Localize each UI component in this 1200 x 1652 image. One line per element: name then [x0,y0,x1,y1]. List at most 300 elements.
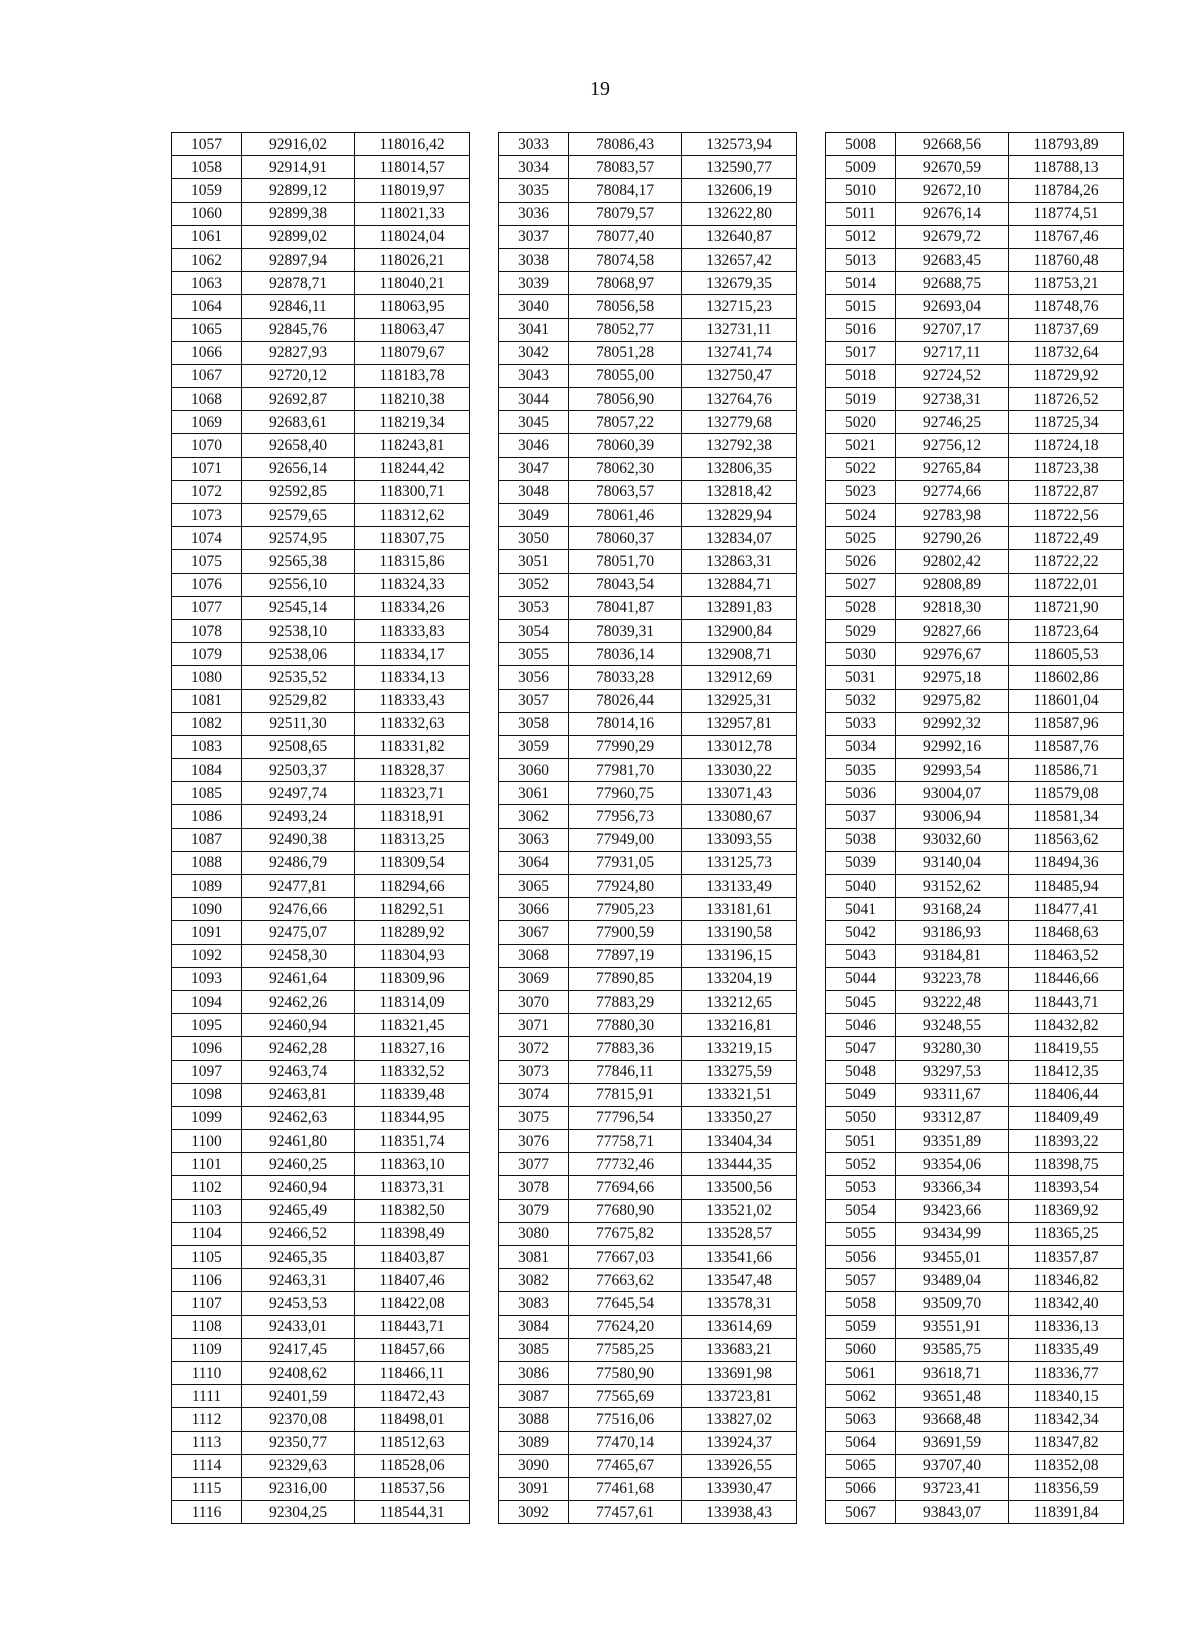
y-coordinate-cell: 118477,41 [1009,898,1124,921]
column-gap [797,341,826,364]
point-id-cell: 3064 [499,851,569,874]
point-id-cell: 5024 [826,504,896,527]
x-coordinate-cell: 92672,10 [896,179,1009,202]
point-id-cell: 5028 [826,596,896,619]
x-coordinate-cell: 93489,04 [896,1269,1009,1292]
point-id-cell: 3089 [499,1431,569,1454]
y-coordinate-cell: 118333,43 [355,689,470,712]
x-coordinate-cell: 78033,28 [569,666,682,689]
table-row [172,341,1124,364]
point-id-cell: 5040 [826,875,896,898]
x-coordinate-cell: 78051,70 [569,550,682,573]
column-gap [470,1153,499,1176]
x-coordinate-cell: 77846,11 [569,1060,682,1083]
y-coordinate-cell: 118485,94 [1009,875,1124,898]
point-id-cell: 3090 [499,1454,569,1477]
point-id-cell: 1106 [172,1269,242,1292]
point-id-cell: 3063 [499,828,569,851]
y-coordinate-cell: 118309,96 [355,967,470,990]
column-gap [470,1385,499,1408]
y-coordinate-cell: 118753,21 [1009,272,1124,295]
x-coordinate-cell: 78083,57 [569,156,682,179]
coordinates-table-body [172,133,1124,1524]
y-coordinate-cell: 118722,49 [1009,527,1124,550]
y-coordinate-cell: 118432,82 [1009,1014,1124,1037]
point-id-cell: 5063 [826,1408,896,1431]
point-id-cell: 5052 [826,1153,896,1176]
table-row [172,225,1124,248]
x-coordinate-cell: 92899,38 [242,202,355,225]
x-coordinate-cell: 78043,54 [569,573,682,596]
column-gap [797,1222,826,1245]
y-coordinate-cell: 118784,26 [1009,179,1124,202]
y-coordinate-cell: 118307,75 [355,527,470,550]
x-coordinate-cell: 77694,66 [569,1176,682,1199]
point-id-cell: 1103 [172,1199,242,1222]
column-gap [797,156,826,179]
point-id-cell: 1113 [172,1431,242,1454]
y-coordinate-cell: 118289,92 [355,921,470,944]
x-coordinate-cell: 77883,36 [569,1037,682,1060]
y-coordinate-cell: 132792,38 [682,434,797,457]
x-coordinate-cell: 93423,66 [896,1199,1009,1222]
column-gap [797,272,826,295]
y-coordinate-cell: 118352,08 [1009,1454,1124,1477]
x-coordinate-cell: 93618,71 [896,1361,1009,1384]
y-coordinate-cell: 132900,84 [682,619,797,642]
column-gap [797,735,826,758]
y-coordinate-cell: 118324,33 [355,573,470,596]
y-coordinate-cell: 118210,38 [355,388,470,411]
y-coordinate-cell: 133212,65 [682,990,797,1013]
y-coordinate-cell: 118315,86 [355,550,470,573]
column-gap [797,1477,826,1500]
table-row [172,921,1124,944]
point-id-cell: 5044 [826,967,896,990]
table-row [172,1176,1124,1199]
point-id-cell: 5012 [826,225,896,248]
table-row [172,898,1124,921]
x-coordinate-cell: 92668,56 [896,133,1009,156]
point-id-cell: 3067 [499,921,569,944]
point-id-cell: 3084 [499,1315,569,1338]
table-row [172,1269,1124,1292]
x-coordinate-cell: 77981,70 [569,759,682,782]
column-gap [797,1385,826,1408]
point-id-cell: 3040 [499,295,569,318]
point-id-cell: 3052 [499,573,569,596]
column-gap [470,782,499,805]
y-coordinate-cell: 133321,51 [682,1083,797,1106]
x-coordinate-cell: 77565,69 [569,1385,682,1408]
x-coordinate-cell: 77905,23 [569,898,682,921]
point-id-cell: 3048 [499,480,569,503]
point-id-cell: 1098 [172,1083,242,1106]
column-gap [470,388,499,411]
point-id-cell: 5055 [826,1222,896,1245]
x-coordinate-cell: 92656,14 [242,457,355,480]
y-coordinate-cell: 118729,92 [1009,364,1124,387]
y-coordinate-cell: 118063,95 [355,295,470,318]
point-id-cell: 5065 [826,1454,896,1477]
point-id-cell: 5053 [826,1176,896,1199]
x-coordinate-cell: 78057,22 [569,411,682,434]
column-gap [797,1153,826,1176]
table-row [172,156,1124,179]
point-id-cell: 5029 [826,619,896,642]
x-coordinate-cell: 92461,64 [242,967,355,990]
y-coordinate-cell: 118026,21 [355,248,470,271]
x-coordinate-cell: 78077,40 [569,225,682,248]
y-coordinate-cell: 133444,35 [682,1153,797,1176]
column-gap [470,712,499,735]
y-coordinate-cell: 118457,66 [355,1338,470,1361]
y-coordinate-cell: 132640,87 [682,225,797,248]
column-gap [470,411,499,434]
x-coordinate-cell: 93312,87 [896,1106,1009,1129]
x-coordinate-cell: 92899,02 [242,225,355,248]
y-coordinate-cell: 118347,82 [1009,1431,1124,1454]
table-row [172,1338,1124,1361]
point-id-cell: 1088 [172,851,242,874]
point-id-cell: 5049 [826,1083,896,1106]
point-id-cell: 3035 [499,179,569,202]
column-gap [797,248,826,271]
x-coordinate-cell: 92529,82 [242,689,355,712]
y-coordinate-cell: 118498,01 [355,1408,470,1431]
x-coordinate-cell: 77516,06 [569,1408,682,1431]
table-row [172,944,1124,967]
column-gap [470,225,499,248]
x-coordinate-cell: 77663,62 [569,1269,682,1292]
y-coordinate-cell: 118016,42 [355,133,470,156]
point-id-cell: 1101 [172,1153,242,1176]
x-coordinate-cell: 78041,87 [569,596,682,619]
y-coordinate-cell: 118403,87 [355,1246,470,1269]
y-coordinate-cell: 118024,04 [355,225,470,248]
y-coordinate-cell: 118446,66 [1009,967,1124,990]
point-id-cell: 5014 [826,272,896,295]
y-coordinate-cell: 118605,53 [1009,643,1124,666]
x-coordinate-cell: 92490,38 [242,828,355,851]
table-row [172,550,1124,573]
x-coordinate-cell: 93222,48 [896,990,1009,1013]
column-gap [470,1083,499,1106]
column-gap [797,411,826,434]
y-coordinate-cell: 118356,59 [1009,1477,1124,1500]
y-coordinate-cell: 118412,35 [1009,1060,1124,1083]
y-coordinate-cell: 133924,37 [682,1431,797,1454]
y-coordinate-cell: 118544,31 [355,1501,470,1524]
x-coordinate-cell: 93311,67 [896,1083,1009,1106]
x-coordinate-cell: 92992,16 [896,735,1009,758]
point-id-cell: 5026 [826,550,896,573]
y-coordinate-cell: 118419,55 [1009,1037,1124,1060]
x-coordinate-cell: 92676,14 [896,202,1009,225]
y-coordinate-cell: 118579,08 [1009,782,1124,805]
point-id-cell: 3060 [499,759,569,782]
x-coordinate-cell: 93691,59 [896,1431,1009,1454]
x-coordinate-cell: 78052,77 [569,318,682,341]
table-row [172,1037,1124,1060]
x-coordinate-cell: 93668,48 [896,1408,1009,1431]
y-coordinate-cell: 118724,18 [1009,434,1124,457]
point-id-cell: 1063 [172,272,242,295]
point-id-cell: 1084 [172,759,242,782]
x-coordinate-cell: 92802,42 [896,550,1009,573]
y-coordinate-cell: 118581,34 [1009,805,1124,828]
y-coordinate-cell: 133500,56 [682,1176,797,1199]
point-id-cell: 3055 [499,643,569,666]
x-coordinate-cell: 92790,26 [896,527,1009,550]
point-id-cell: 5017 [826,341,896,364]
column-gap [797,202,826,225]
y-coordinate-cell: 118346,82 [1009,1269,1124,1292]
column-gap [470,1431,499,1454]
point-id-cell: 3091 [499,1477,569,1500]
x-coordinate-cell: 78062,30 [569,457,682,480]
point-id-cell: 3047 [499,457,569,480]
x-coordinate-cell: 77758,71 [569,1130,682,1153]
x-coordinate-cell: 92688,75 [896,272,1009,295]
x-coordinate-cell: 92693,04 [896,295,1009,318]
column-gap [797,712,826,735]
point-id-cell: 1099 [172,1106,242,1129]
column-gap [797,364,826,387]
point-id-cell: 1069 [172,411,242,434]
y-coordinate-cell: 118219,34 [355,411,470,434]
x-coordinate-cell: 92462,26 [242,990,355,1013]
point-id-cell: 3088 [499,1408,569,1431]
point-id-cell: 5037 [826,805,896,828]
table-row [172,689,1124,712]
x-coordinate-cell: 92683,45 [896,248,1009,271]
y-coordinate-cell: 118722,01 [1009,573,1124,596]
x-coordinate-cell: 77960,75 [569,782,682,805]
y-coordinate-cell: 133219,15 [682,1037,797,1060]
point-id-cell: 1087 [172,828,242,851]
x-coordinate-cell: 92316,00 [242,1477,355,1500]
y-coordinate-cell: 133541,66 [682,1246,797,1269]
point-id-cell: 1100 [172,1130,242,1153]
point-id-cell: 5033 [826,712,896,735]
column-gap [470,272,499,295]
y-coordinate-cell: 118328,37 [355,759,470,782]
x-coordinate-cell: 92465,49 [242,1199,355,1222]
x-coordinate-cell: 93006,94 [896,805,1009,828]
x-coordinate-cell: 92738,31 [896,388,1009,411]
y-coordinate-cell: 132731,11 [682,318,797,341]
y-coordinate-cell: 118369,92 [1009,1199,1124,1222]
x-coordinate-cell: 78056,90 [569,388,682,411]
point-id-cell: 1065 [172,318,242,341]
x-coordinate-cell: 78079,57 [569,202,682,225]
y-coordinate-cell: 133938,43 [682,1501,797,1524]
point-id-cell: 1079 [172,643,242,666]
column-gap [797,1014,826,1037]
point-id-cell: 3085 [499,1338,569,1361]
table-row [172,643,1124,666]
y-coordinate-cell: 118342,40 [1009,1292,1124,1315]
point-id-cell: 5034 [826,735,896,758]
column-gap [470,990,499,1013]
point-id-cell: 3068 [499,944,569,967]
column-gap [797,225,826,248]
point-id-cell: 1058 [172,156,242,179]
point-id-cell: 3054 [499,619,569,642]
x-coordinate-cell: 78086,43 [569,133,682,156]
column-gap [797,179,826,202]
page-number: 19 [590,78,610,100]
table-row [172,596,1124,619]
point-id-cell: 5050 [826,1106,896,1129]
point-id-cell: 3086 [499,1361,569,1384]
table-row [172,782,1124,805]
x-coordinate-cell: 92565,38 [242,550,355,573]
x-coordinate-cell: 92460,94 [242,1014,355,1037]
y-coordinate-cell: 118019,97 [355,179,470,202]
x-coordinate-cell: 92724,52 [896,364,1009,387]
column-gap [470,1338,499,1361]
column-gap [797,851,826,874]
y-coordinate-cell: 133350,27 [682,1106,797,1129]
point-id-cell: 3065 [499,875,569,898]
x-coordinate-cell: 92679,72 [896,225,1009,248]
column-gap [797,875,826,898]
x-coordinate-cell: 92417,45 [242,1338,355,1361]
y-coordinate-cell: 118774,51 [1009,202,1124,225]
x-coordinate-cell: 92556,10 [242,573,355,596]
x-coordinate-cell: 78084,17 [569,179,682,202]
x-coordinate-cell: 77880,30 [569,1014,682,1037]
table-row [172,1501,1124,1524]
column-gap [797,944,826,967]
column-gap [470,364,499,387]
x-coordinate-cell: 92976,67 [896,643,1009,666]
point-id-cell: 1108 [172,1315,242,1338]
y-coordinate-cell: 118793,89 [1009,133,1124,156]
point-id-cell: 1110 [172,1361,242,1384]
y-coordinate-cell: 118406,44 [1009,1083,1124,1106]
x-coordinate-cell: 78014,16 [569,712,682,735]
column-gap [470,202,499,225]
point-id-cell: 5062 [826,1385,896,1408]
x-coordinate-cell: 92717,11 [896,341,1009,364]
point-id-cell: 3058 [499,712,569,735]
y-coordinate-cell: 133691,98 [682,1361,797,1384]
x-coordinate-cell: 78055,00 [569,364,682,387]
y-coordinate-cell: 133404,34 [682,1130,797,1153]
column-gap [470,759,499,782]
y-coordinate-cell: 132806,35 [682,457,797,480]
table-row [172,388,1124,411]
y-coordinate-cell: 133093,55 [682,828,797,851]
point-id-cell: 5048 [826,1060,896,1083]
x-coordinate-cell: 92975,18 [896,666,1009,689]
y-coordinate-cell: 118332,52 [355,1060,470,1083]
point-id-cell: 5025 [826,527,896,550]
y-coordinate-cell: 118732,64 [1009,341,1124,364]
x-coordinate-cell: 92476,66 [242,898,355,921]
column-gap [470,1199,499,1222]
column-gap [470,480,499,503]
x-coordinate-cell: 77680,90 [569,1199,682,1222]
y-coordinate-cell: 118300,71 [355,480,470,503]
point-id-cell: 5016 [826,318,896,341]
x-coordinate-cell: 93280,30 [896,1037,1009,1060]
y-coordinate-cell: 132779,68 [682,411,797,434]
x-coordinate-cell: 92463,31 [242,1269,355,1292]
x-coordinate-cell: 78026,44 [569,689,682,712]
column-gap [470,1292,499,1315]
x-coordinate-cell: 92827,66 [896,619,1009,642]
x-coordinate-cell: 93351,89 [896,1130,1009,1153]
y-coordinate-cell: 118327,16 [355,1037,470,1060]
point-id-cell: 3046 [499,434,569,457]
point-id-cell: 5064 [826,1431,896,1454]
table-row [172,1454,1124,1477]
x-coordinate-cell: 93140,04 [896,851,1009,874]
table-row [172,434,1124,457]
point-id-cell: 1077 [172,596,242,619]
point-id-cell: 1067 [172,364,242,387]
x-coordinate-cell: 92818,30 [896,596,1009,619]
y-coordinate-cell: 118466,11 [355,1361,470,1384]
point-id-cell: 5031 [826,666,896,689]
x-coordinate-cell: 92497,74 [242,782,355,805]
y-coordinate-cell: 132818,42 [682,480,797,503]
point-id-cell: 3076 [499,1130,569,1153]
x-coordinate-cell: 92692,87 [242,388,355,411]
y-coordinate-cell: 132679,35 [682,272,797,295]
x-coordinate-cell: 92350,77 [242,1431,355,1454]
y-coordinate-cell: 133926,55 [682,1454,797,1477]
column-gap [470,504,499,527]
y-coordinate-cell: 132606,19 [682,179,797,202]
point-id-cell: 5060 [826,1338,896,1361]
x-coordinate-cell: 92707,17 [896,318,1009,341]
table-row [172,1431,1124,1454]
table-row [172,1153,1124,1176]
y-coordinate-cell: 118528,06 [355,1454,470,1477]
point-id-cell: 1074 [172,527,242,550]
y-coordinate-cell: 118463,52 [1009,944,1124,967]
column-gap [470,735,499,758]
x-coordinate-cell: 93297,53 [896,1060,1009,1083]
y-coordinate-cell: 118760,48 [1009,248,1124,271]
point-id-cell: 5008 [826,133,896,156]
point-id-cell: 5019 [826,388,896,411]
y-coordinate-cell: 118382,50 [355,1199,470,1222]
y-coordinate-cell: 133181,61 [682,898,797,921]
y-coordinate-cell: 132863,31 [682,550,797,573]
x-coordinate-cell: 92720,12 [242,364,355,387]
y-coordinate-cell: 118040,21 [355,272,470,295]
x-coordinate-cell: 92592,85 [242,480,355,503]
point-id-cell: 5045 [826,990,896,1013]
column-gap [797,967,826,990]
x-coordinate-cell: 92899,12 [242,179,355,202]
x-coordinate-cell: 92897,94 [242,248,355,271]
column-gap [470,898,499,921]
column-gap [797,1361,826,1384]
y-coordinate-cell: 133125,73 [682,851,797,874]
x-coordinate-cell: 77667,03 [569,1246,682,1269]
column-gap [470,318,499,341]
x-coordinate-cell: 92538,06 [242,643,355,666]
column-gap [797,666,826,689]
y-coordinate-cell: 132891,83 [682,596,797,619]
